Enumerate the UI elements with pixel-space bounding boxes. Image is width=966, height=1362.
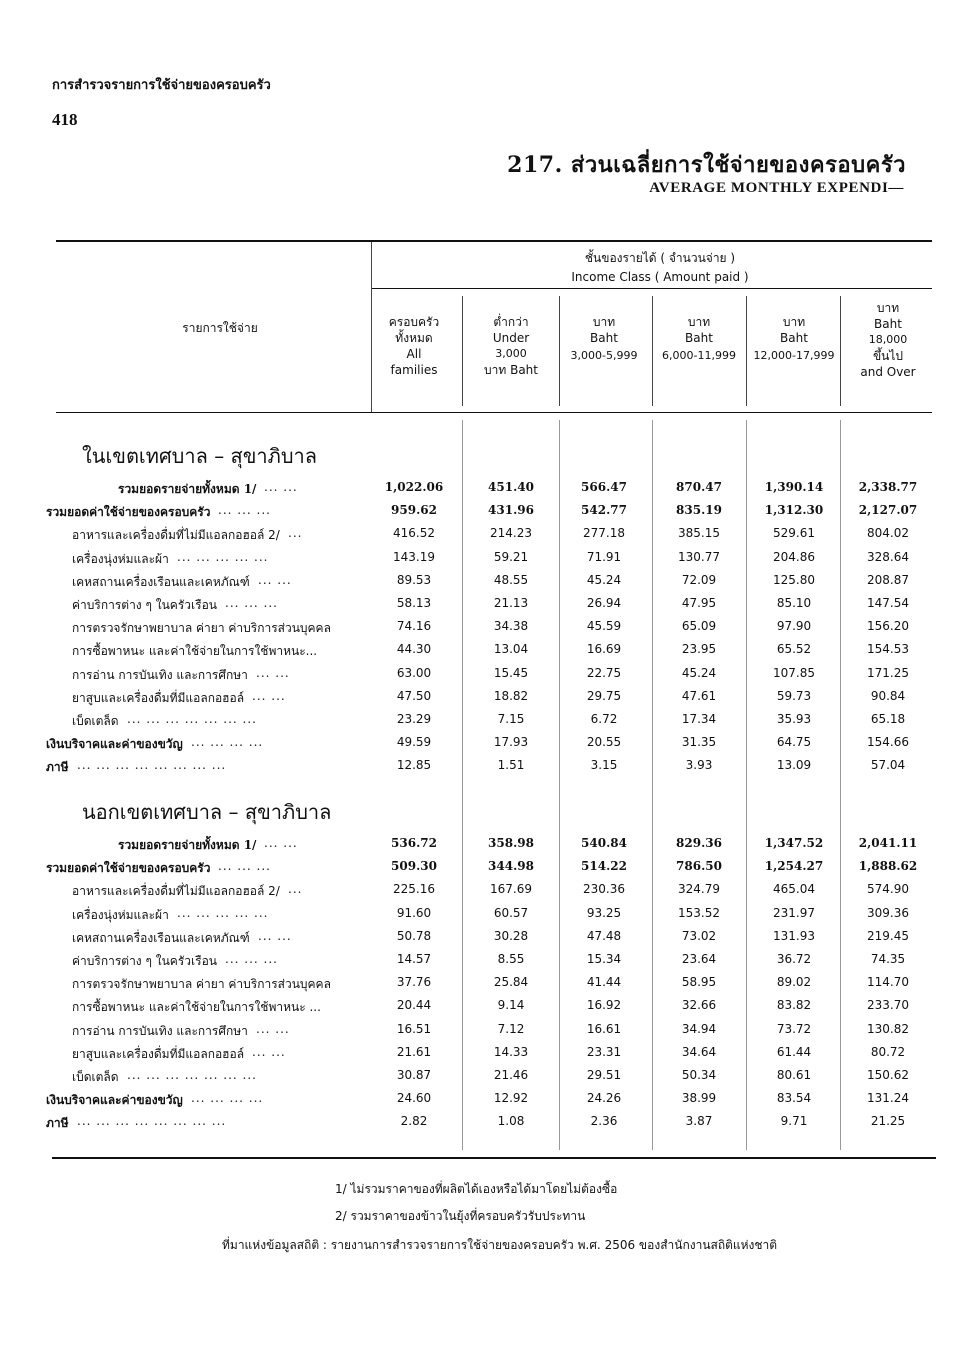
row-label: ยาสูบและเครื่องดื่มที่มีแอลกอฮอล์ bbox=[72, 1046, 245, 1061]
row-leader-dots: ... ... bbox=[256, 665, 290, 680]
cell-value: 107.85 bbox=[773, 665, 815, 680]
cell-value: 21.13 bbox=[493, 596, 529, 610]
cell-value: 804.02 bbox=[867, 526, 909, 541]
cell-value: 328.64 bbox=[867, 549, 909, 564]
table-row bbox=[46, 1068, 916, 1090]
row-label: การซื้อพาหนะ และค่าใช้จ่ายในการใช้พาหนะ ... bbox=[72, 1000, 321, 1015]
cell-value: 154.53 bbox=[867, 642, 909, 657]
footnote-1: 1/ ไม่รวมราคาของที่ผลิตได้เองหรือได้มาโดยไม่ต้องซื้อ bbox=[335, 1182, 618, 1196]
row-label: ภาษี bbox=[46, 760, 69, 775]
column-header-line: ทั้งหมด bbox=[395, 331, 433, 345]
cell-value: 542.77 bbox=[581, 503, 627, 518]
row-label: เบ็ดเตล็ด bbox=[72, 714, 119, 728]
cell-value: 31.35 bbox=[681, 735, 717, 750]
column-header-line: ครอบครัว bbox=[388, 315, 440, 329]
cell-value: 574.90 bbox=[867, 882, 909, 897]
column-header-line: บาท bbox=[782, 315, 806, 329]
cell-value: 20.44 bbox=[396, 998, 432, 1013]
row-leader-dots: ... bbox=[288, 526, 303, 541]
cell-value: 90.84 bbox=[870, 688, 906, 703]
row-leader-dots: ... ... ... bbox=[218, 503, 271, 518]
column-divider bbox=[559, 296, 560, 406]
cell-value: 21.61 bbox=[396, 1044, 432, 1059]
cell-value: 16.69 bbox=[586, 642, 622, 657]
header-bottom-rule bbox=[56, 412, 932, 413]
column-header-line: 3,000 bbox=[495, 347, 527, 360]
column-divider bbox=[462, 296, 463, 406]
cell-value: 385.15 bbox=[678, 526, 720, 541]
cell-value: 1,390.14 bbox=[764, 480, 824, 494]
cell-value: 153.52 bbox=[678, 905, 720, 920]
cell-value: 2.36 bbox=[590, 1114, 618, 1129]
cell-value: 74.35 bbox=[870, 952, 906, 966]
cell-value: 16.92 bbox=[586, 998, 622, 1013]
row-label: ค่าบริการต่าง ๆ ในครัวเรือน bbox=[72, 954, 217, 968]
cell-value: 1,312.30 bbox=[764, 503, 824, 518]
row-label: เคหสถานเครื่องเรือนและเคหภัณฑ์ bbox=[72, 574, 250, 589]
cell-value: 59.21 bbox=[493, 549, 529, 564]
cell-value: 154.66 bbox=[867, 735, 909, 750]
column-header-line: Baht bbox=[874, 317, 902, 331]
stub-header: รายการใช้จ่าย bbox=[182, 321, 258, 335]
row-label: การซื้อพาหนะ และค่าใช้จ่ายในการใช้พาหนะ... bbox=[72, 644, 318, 659]
cell-value: 45.24 bbox=[586, 572, 622, 587]
row-leader-dots: ... ... ... bbox=[218, 859, 271, 874]
cell-value: 24.26 bbox=[586, 1091, 622, 1106]
cell-value: 9.14 bbox=[497, 998, 525, 1013]
row-label: เบ็ดเตล็ด bbox=[72, 1070, 119, 1084]
row-leader-dots: ... ... bbox=[252, 688, 286, 703]
cell-value: 34.94 bbox=[681, 1021, 717, 1036]
row-label: การอ่าน การบันเทิง และการศึกษา bbox=[72, 1023, 248, 1038]
cell-value: 130.77 bbox=[678, 549, 720, 564]
cell-value: 358.98 bbox=[488, 836, 534, 850]
cell-value: 1,022.06 bbox=[384, 480, 444, 494]
column-header-line: ขึ้นไป bbox=[872, 349, 904, 363]
cell-value: 114.70 bbox=[867, 975, 909, 990]
cell-value: 48.55 bbox=[493, 572, 529, 587]
cell-value: 1.08 bbox=[497, 1114, 525, 1129]
row-leader-dots: ... ... ... ... ... ... ... ... bbox=[77, 1114, 227, 1129]
column-divider bbox=[840, 296, 841, 406]
column-header-line: 12,000-17,999 bbox=[753, 349, 835, 362]
cell-value: 959.62 bbox=[391, 503, 437, 518]
column-header-line: and Over bbox=[860, 365, 916, 379]
cell-value: 9.71 bbox=[780, 1114, 808, 1129]
cell-value: 83.82 bbox=[776, 998, 812, 1013]
cell-value: 1,888.62 bbox=[858, 859, 918, 874]
row-label: รวมยอดรายจ่ายทั้งหมด 1/ bbox=[118, 838, 257, 852]
row-leader-dots: ... ... ... ... ... bbox=[177, 905, 269, 920]
cell-value: 73.02 bbox=[681, 928, 717, 943]
cell-value: 26.94 bbox=[586, 596, 622, 610]
table-bottom-rule bbox=[52, 1157, 936, 1159]
cell-value: 171.25 bbox=[867, 665, 909, 680]
cell-value: 14.33 bbox=[493, 1044, 529, 1059]
row-label: เครื่องนุ่งห่มและผ้า bbox=[72, 907, 169, 922]
cell-value: 451.40 bbox=[488, 480, 534, 494]
cell-value: 29.75 bbox=[586, 688, 622, 703]
table-row bbox=[46, 998, 916, 1020]
cell-value: 47.50 bbox=[396, 688, 432, 703]
table-row bbox=[46, 975, 916, 997]
cell-value: 59.73 bbox=[776, 688, 812, 703]
cell-value: 34.38 bbox=[493, 619, 529, 634]
cell-value: 231.97 bbox=[773, 905, 815, 920]
column-header-line: families bbox=[390, 363, 438, 377]
row-leader-dots: ... ... ... ... ... bbox=[177, 549, 269, 564]
cell-value: 17.34 bbox=[681, 712, 717, 726]
cell-value: 36.72 bbox=[776, 952, 812, 966]
table-top-rule bbox=[56, 240, 932, 242]
table-row bbox=[46, 836, 916, 858]
row-label: รวมยอดค่าใช้จ่ายของครอบครัว bbox=[46, 861, 211, 876]
cell-value: 61.44 bbox=[776, 1044, 812, 1059]
column-divider bbox=[652, 296, 653, 406]
row-label: เงินบริจาคและค่าของขวัญ bbox=[46, 737, 183, 752]
cell-value: 45.59 bbox=[586, 619, 622, 634]
cell-value: 89.53 bbox=[396, 572, 432, 587]
cell-value: 15.34 bbox=[586, 952, 622, 966]
cell-value: 47.61 bbox=[681, 688, 717, 703]
cell-value: 12.85 bbox=[396, 758, 432, 773]
row-leader-dots: ... ... ... ... ... ... ... ... bbox=[77, 758, 227, 773]
cell-value: 49.59 bbox=[396, 735, 432, 750]
cell-value: 20.55 bbox=[586, 735, 622, 750]
cell-value: 80.72 bbox=[870, 1044, 906, 1059]
row-leader-dots: ... ... bbox=[264, 480, 298, 494]
cell-value: 16.61 bbox=[586, 1021, 622, 1036]
cell-value: 540.84 bbox=[581, 836, 627, 850]
row-leader-dots: ... ... ... ... bbox=[191, 735, 264, 750]
page-number: 418 bbox=[52, 110, 78, 129]
cell-value: 131.24 bbox=[867, 1091, 909, 1106]
table-row bbox=[46, 526, 916, 548]
cell-value: 23.31 bbox=[586, 1044, 622, 1059]
cell-value: 12.92 bbox=[493, 1091, 529, 1106]
row-label: อาหารและเครื่องดื่มที่ไม่มีแอลกอฮอล์ 2/ bbox=[72, 528, 280, 543]
cell-value: 21.46 bbox=[493, 1068, 529, 1082]
cell-value: 65.09 bbox=[681, 619, 717, 634]
row-label: เครื่องนุ่งห่มและผ้า bbox=[72, 551, 169, 566]
row-leader-dots: ... bbox=[288, 882, 303, 897]
cell-value: 8.55 bbox=[497, 952, 525, 966]
cell-value: 150.62 bbox=[867, 1068, 909, 1082]
cell-value: 83.54 bbox=[776, 1091, 812, 1106]
table-row bbox=[46, 882, 916, 904]
cell-value: 21.25 bbox=[870, 1114, 906, 1129]
table-row bbox=[46, 735, 916, 757]
column-header-3 bbox=[556, 314, 652, 364]
table-row bbox=[46, 596, 916, 618]
cell-value: 2,041.11 bbox=[858, 836, 918, 850]
cell-value: 65.18 bbox=[870, 712, 906, 726]
row-leader-dots: ... ... bbox=[258, 928, 292, 943]
table-row bbox=[46, 1091, 916, 1113]
cell-value: 47.95 bbox=[681, 596, 717, 610]
cell-value: 97.90 bbox=[776, 619, 812, 634]
income-class-header-th: ชั้นของรายได้ ( จำนวนจ่าย ) bbox=[584, 251, 736, 265]
table-row bbox=[46, 480, 916, 502]
row-leader-dots: ... ... bbox=[256, 1021, 290, 1036]
column-header-line: 6,000-11,999 bbox=[662, 349, 736, 362]
source-note: ที่มาแห่งข้อมูลสถิติ : รายงานการสำรวจรายการใช้จ่ายของครอบครัว พ.ศ. 2506 ของสำนักงานสถิติแห่งชาติ bbox=[222, 1238, 778, 1252]
cell-value: 566.47 bbox=[581, 480, 627, 494]
cell-value: 324.79 bbox=[678, 882, 720, 897]
cell-value: 204.86 bbox=[773, 549, 815, 564]
cell-value: 309.36 bbox=[867, 905, 909, 920]
cell-value: 277.18 bbox=[583, 526, 625, 541]
cell-value: 63.00 bbox=[396, 665, 432, 680]
column-divider bbox=[746, 296, 747, 406]
cell-value: 1,347.52 bbox=[764, 836, 824, 850]
cell-value: 1,254.27 bbox=[764, 859, 824, 874]
row-leader-dots: ... ... bbox=[252, 1044, 286, 1059]
row-leader-dots: ... ... ... ... bbox=[191, 1091, 264, 1106]
income-class-rule bbox=[372, 288, 932, 289]
row-label: อาหารและเครื่องดื่มที่ไม่มีแอลกอฮอล์ 2/ bbox=[72, 884, 280, 899]
cell-value: 23.95 bbox=[681, 642, 717, 657]
cell-value: 34.64 bbox=[681, 1044, 717, 1059]
cell-value: 38.99 bbox=[681, 1091, 717, 1106]
cell-value: 32.66 bbox=[681, 998, 717, 1013]
cell-value: 225.16 bbox=[393, 882, 435, 897]
cell-value: 22.75 bbox=[586, 665, 622, 680]
cell-value: 64.75 bbox=[776, 735, 812, 750]
cell-value: 45.24 bbox=[681, 665, 717, 680]
cell-value: 2.82 bbox=[400, 1114, 428, 1129]
cell-value: 214.23 bbox=[490, 526, 532, 541]
cell-value: 65.52 bbox=[776, 642, 812, 657]
column-header-line: 3,000-5,999 bbox=[570, 349, 638, 362]
row-leader-dots: ... ... ... ... ... ... ... bbox=[127, 1068, 257, 1082]
table-row bbox=[46, 712, 916, 734]
row-label: เคหสถานเครื่องเรือนและเคหภัณฑ์ bbox=[72, 930, 250, 945]
column-header-line: Baht bbox=[780, 331, 808, 345]
cell-value: 835.19 bbox=[676, 503, 722, 518]
column-header-line: Under bbox=[492, 331, 530, 345]
cell-value: 130.82 bbox=[867, 1021, 909, 1036]
row-label: ภาษี bbox=[46, 1116, 69, 1131]
column-header-line: บาท bbox=[687, 315, 711, 329]
row-label: การอ่าน การบันเทิง และการศึกษา bbox=[72, 667, 248, 682]
row-label: ยาสูบและเครื่องดื่มที่มีแอลกอฮอล์ bbox=[72, 690, 245, 705]
table-row bbox=[46, 573, 916, 595]
cell-value: 786.50 bbox=[676, 859, 722, 874]
cell-value: 80.61 bbox=[776, 1068, 812, 1082]
cell-value: 208.87 bbox=[867, 572, 909, 587]
income-class-header-en: Income Class ( Amount paid ) bbox=[571, 270, 749, 284]
table-row bbox=[46, 1045, 916, 1067]
column-header-line: Baht bbox=[685, 331, 713, 345]
row-label: เงินบริจาคและค่าของขวัญ bbox=[46, 1093, 183, 1108]
table-row bbox=[46, 666, 916, 688]
cell-value: 58.13 bbox=[396, 596, 432, 610]
table-row bbox=[46, 642, 916, 664]
cell-value: 829.36 bbox=[676, 836, 722, 850]
cell-value: 93.25 bbox=[586, 905, 622, 920]
table-row bbox=[46, 859, 916, 881]
cell-value: 131.93 bbox=[773, 928, 815, 943]
row-leader-dots: ... ... bbox=[258, 572, 292, 587]
cell-value: 147.54 bbox=[867, 596, 909, 610]
row-leader-dots: ... ... ... ... ... ... ... bbox=[127, 712, 257, 726]
cell-value: 89.02 bbox=[776, 975, 812, 990]
cell-value: 529.61 bbox=[773, 526, 815, 541]
cell-value: 17.93 bbox=[493, 735, 529, 750]
cell-value: 35.93 bbox=[776, 712, 812, 726]
cell-value: 13.09 bbox=[776, 758, 812, 773]
cell-value: 143.19 bbox=[393, 549, 435, 564]
table-row bbox=[46, 1022, 916, 1044]
cell-value: 870.47 bbox=[676, 480, 722, 494]
cell-value: 44.30 bbox=[396, 642, 432, 657]
row-label: การตรวจรักษาพยาบาล ค่ายา ค่าบริการส่วนบุคคล bbox=[72, 977, 331, 992]
cell-value: 57.04 bbox=[870, 758, 906, 773]
cell-value: 58.95 bbox=[681, 975, 717, 990]
table-row bbox=[46, 758, 916, 780]
cell-value: 7.15 bbox=[497, 712, 525, 726]
cell-value: 1.51 bbox=[497, 758, 525, 773]
cell-value: 14.57 bbox=[396, 952, 432, 966]
cell-value: 85.10 bbox=[776, 596, 812, 610]
table-row bbox=[46, 1114, 916, 1136]
cell-value: 74.16 bbox=[396, 619, 432, 634]
cell-value: 230.36 bbox=[583, 882, 625, 897]
cell-value: 416.52 bbox=[393, 526, 435, 541]
cell-value: 431.96 bbox=[488, 503, 534, 518]
cell-value: 2,127.07 bbox=[858, 503, 918, 518]
table-row bbox=[46, 952, 916, 974]
row-label: การตรวจรักษาพยาบาล ค่ายา ค่าบริการส่วนบุคคล bbox=[72, 621, 331, 636]
table-row bbox=[46, 619, 916, 641]
column-header-1 bbox=[366, 314, 462, 378]
cell-value: 13.04 bbox=[493, 642, 529, 657]
cell-value: 18.82 bbox=[493, 688, 529, 703]
cell-value: 156.20 bbox=[867, 619, 909, 634]
cell-value: 15.45 bbox=[493, 665, 529, 680]
table-row bbox=[46, 503, 916, 525]
column-header-line: บาท Baht bbox=[484, 363, 538, 377]
running-head: การสำรวจรายการใช้จ่ายของครอบครัว bbox=[52, 78, 271, 93]
cell-value: 60.57 bbox=[493, 905, 529, 920]
cell-value: 30.28 bbox=[493, 928, 529, 943]
table-row bbox=[46, 929, 916, 951]
table-row bbox=[46, 550, 916, 572]
cell-value: 72.09 bbox=[681, 572, 717, 587]
column-header-line: 18,000 bbox=[868, 333, 908, 346]
column-header-5 bbox=[746, 314, 842, 364]
table-title-thai: 217. ส่วนเฉลี่ยการใช้จ่ายของครอบครัว bbox=[507, 152, 906, 178]
cell-value: 41.44 bbox=[586, 975, 622, 990]
row-leader-dots: ... ... bbox=[264, 836, 298, 850]
cell-value: 37.76 bbox=[396, 975, 432, 990]
cell-value: 219.45 bbox=[867, 928, 909, 943]
cell-value: 25.84 bbox=[493, 975, 529, 990]
column-header-line: Baht bbox=[590, 331, 618, 345]
cell-value: 23.29 bbox=[396, 712, 432, 726]
row-label: ค่าบริการต่าง ๆ ในครัวเรือน bbox=[72, 598, 217, 612]
cell-value: 536.72 bbox=[391, 836, 437, 850]
column-header-4 bbox=[651, 314, 747, 364]
cell-value: 29.51 bbox=[586, 1068, 622, 1082]
column-header-line: บาท bbox=[592, 315, 616, 329]
cell-value: 30.87 bbox=[396, 1068, 432, 1082]
cell-value: 6.72 bbox=[590, 712, 618, 726]
section-title: นอกเขตเทศบาล – สุขาภิบาล bbox=[82, 800, 332, 824]
table-row bbox=[46, 689, 916, 711]
cell-value: 233.70 bbox=[867, 998, 909, 1013]
cell-value: 3.15 bbox=[590, 758, 618, 773]
cell-value: 3.93 bbox=[685, 758, 713, 773]
cell-value: 509.30 bbox=[391, 859, 437, 874]
cell-value: 50.78 bbox=[396, 928, 432, 943]
table-row bbox=[46, 906, 916, 928]
column-header-line: ต่ำกว่า bbox=[493, 315, 529, 329]
cell-value: 125.80 bbox=[773, 572, 815, 587]
cell-value: 344.98 bbox=[488, 859, 534, 874]
cell-value: 73.72 bbox=[776, 1021, 812, 1036]
cell-value: 50.34 bbox=[681, 1068, 717, 1082]
cell-value: 465.04 bbox=[773, 882, 815, 897]
cell-value: 71.91 bbox=[586, 549, 622, 564]
cell-value: 24.60 bbox=[396, 1091, 432, 1106]
footnote-2: 2/ รวมราคาของข้าวในยุ้งที่ครอบครัวรับประทาน bbox=[335, 1209, 586, 1223]
row-label: รวมยอดค่าใช้จ่ายของครอบครัว bbox=[46, 505, 211, 520]
cell-value: 7.12 bbox=[497, 1021, 525, 1036]
cell-value: 47.48 bbox=[586, 928, 622, 943]
column-header-line: All bbox=[406, 347, 422, 361]
section-title: ในเขตเทศบาล – สุขาภิบาล bbox=[82, 444, 318, 468]
row-label: รวมยอดรายจ่ายทั้งหมด 1/ bbox=[118, 482, 257, 496]
row-leader-dots: ... ... ... bbox=[225, 952, 278, 966]
cell-value: 514.22 bbox=[581, 859, 627, 874]
cell-value: 3.87 bbox=[685, 1114, 713, 1129]
column-header-2 bbox=[463, 314, 559, 378]
table-title-english: AVERAGE MONTHLY EXPENDI— bbox=[649, 180, 904, 196]
column-header-6 bbox=[840, 300, 936, 380]
row-leader-dots: ... ... ... bbox=[225, 596, 278, 610]
cell-value: 16.51 bbox=[396, 1021, 432, 1036]
cell-value: 2,338.77 bbox=[858, 480, 918, 494]
cell-value: 167.69 bbox=[490, 882, 532, 897]
cell-value: 91.60 bbox=[396, 905, 432, 920]
column-header-line: บาท bbox=[876, 301, 900, 315]
cell-value: 23.64 bbox=[681, 952, 717, 966]
